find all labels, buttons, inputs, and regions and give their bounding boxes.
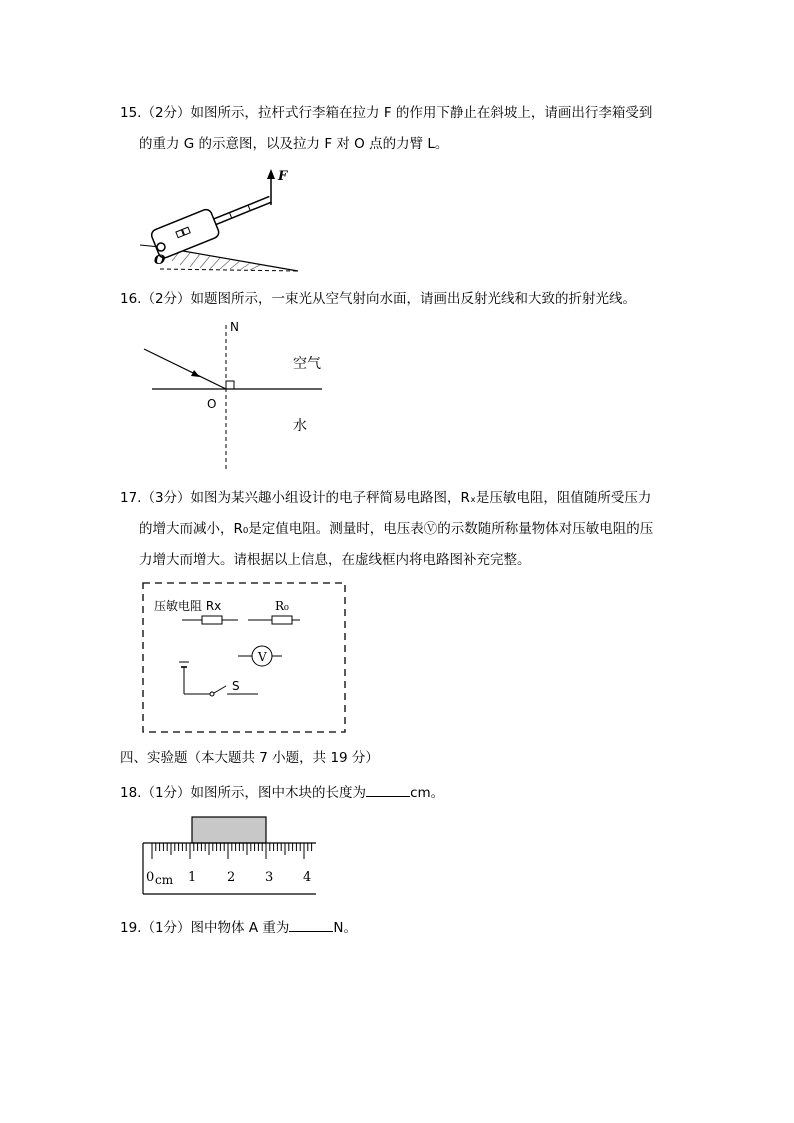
q16-label-water: 水: [293, 418, 307, 434]
q19-question: [120, 916, 357, 936]
q16-refraction-figure: [140, 320, 330, 475]
q17-circuit-figure: [142, 582, 348, 734]
q16-label-n: N: [230, 320, 239, 334]
q17-line2: 的增大而减小，R₀是定值电阻。测量时，电压表Ⓥ的示数随所称量物体对压敏电阻的压: [139, 521, 654, 537]
q19-answer-blank[interactable]: [289, 919, 333, 932]
q16-line1: 16.（2分）如题图所示，一束光从空气射向水面，请画出反射光线和大致的折射光线。: [120, 291, 637, 307]
ruler-tick-label-4: 4: [303, 870, 312, 885]
q18-ruler-figure: [140, 815, 320, 897]
q15-label-o: O: [154, 253, 166, 268]
ruler-tick-label-0: 0: [146, 870, 155, 885]
ruler-tick-label-3: 3: [265, 870, 274, 885]
q15-line1: 15.（2分）如图所示，拉杆式行李箱在拉力 F 的作用下静止在斜坡上，请画出行李箱受到: [120, 105, 653, 121]
section4-title: 四、实验题（本大题共 7 小题，共 19 分）: [120, 750, 379, 766]
q17-label-r0: R₀: [275, 599, 289, 613]
q17-line1: 17.（3分）如图为某兴趣小组设计的电子秤简易电路图，Rₓ是压敏电阻，阻值随所受压力: [120, 490, 652, 506]
ruler-unit: cm: [155, 873, 174, 887]
q16-label-air: 空气: [293, 356, 321, 372]
q18-answer-blank[interactable]: [366, 784, 410, 797]
q16-label-o: O: [207, 397, 217, 411]
q18-suffix: cm。: [410, 785, 445, 801]
ruler-tick-label-2: 2: [227, 870, 236, 885]
q18-prefix: 18.（1分）如图所示，图中木块的长度为: [120, 785, 367, 801]
q19-suffix: N。: [333, 920, 357, 936]
q17-label-s: S: [232, 679, 240, 693]
q17-line3: 力增大而增大。请根据以上信息，在虚线框内将电路图补充完整。: [139, 552, 531, 568]
wood-block: [192, 817, 266, 843]
q15-luggage-figure: [140, 165, 310, 277]
q15-label-f: F: [278, 169, 288, 184]
q18-question: [120, 781, 444, 801]
q19-prefix: 19.（1分）图中物体 A 重为: [120, 920, 290, 936]
q17-label-v: V: [258, 650, 267, 664]
ruler-tick-label-1: 1: [188, 870, 197, 885]
q15-line2: 的重力 G 的示意图，以及拉力 F 对 O 点的力臂 L。: [139, 136, 449, 152]
q17-label-rx: 压敏电阻 Rx: [154, 599, 222, 613]
